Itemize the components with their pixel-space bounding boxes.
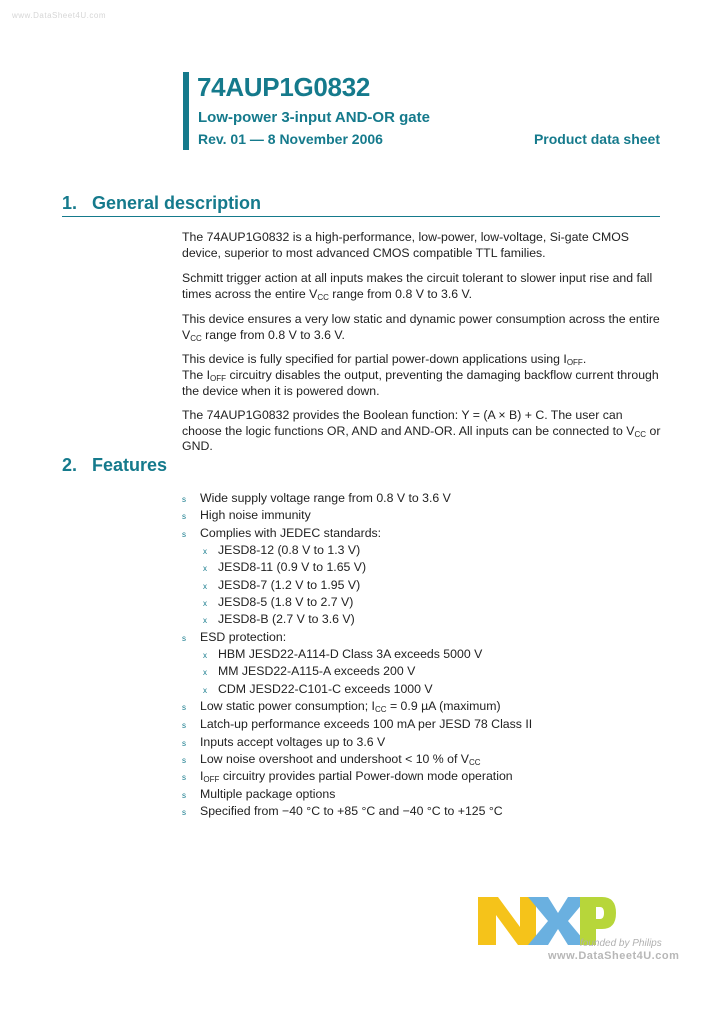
- feature-subitem: x JESD8-12 (0.8 V to 1.3 V): [203, 543, 361, 557]
- revision-line: Rev. 01 — 8 November 2006: [198, 131, 383, 147]
- feature-item: s Low static power consumption; $I_{CC} = 0.9$ µA (maximum): [182, 699, 501, 714]
- bullet-icon: s: [182, 791, 186, 800]
- feature-subitem: x MM JESD22-A115-A exceeds 200 V: [203, 664, 416, 678]
- feature-item: s Specified from −40 °C to +85 °C and −40 °C to +125 °C: [182, 804, 503, 818]
- paragraph: The 74AUP1G0832 is a high-performance, low-power, low-voltage, Si-gate CMOS device, superior to most advanced CMOS compatible TTL families.: [182, 230, 629, 260]
- logo-caption: founded by Philips: [580, 938, 662, 949]
- section-title: General description: [92, 193, 262, 213]
- section-title: Features: [92, 455, 168, 475]
- document-title: 74AUP1G0832: [197, 72, 371, 102]
- bullet-icon: s: [182, 721, 186, 730]
- section-rule: [62, 216, 660, 217]
- feature-subitem: x HBM JESD22-A114-D Class 3A exceeds 5000 V: [203, 647, 483, 661]
- bullet-icon: s: [182, 512, 186, 521]
- feature-subitem: x JESD8-11 (0.9 V to 1.65 V): [203, 560, 367, 574]
- paragraph: The $I_{OFF}$ circuitry disables the output, preventing the damaging backflow current through the device when it is powered down.: [182, 368, 659, 398]
- section-number: 1.: [62, 193, 78, 213]
- bullet-icon: s: [182, 703, 186, 712]
- sub-bullet-icon: x: [203, 616, 207, 625]
- section-features-heading: [62, 455, 167, 476]
- sub-bullet-icon: x: [203, 582, 207, 591]
- feature-item: s ESD protection:: [182, 630, 287, 644]
- sub-bullet-icon: x: [203, 651, 207, 660]
- bullet-icon: s: [182, 634, 186, 643]
- feature-item: s Complies with JEDEC standards:: [182, 526, 382, 540]
- feature-subitem: x JESD8-7 (1.2 V to 1.95 V): [203, 578, 361, 592]
- bullet-icon: s: [182, 756, 186, 765]
- paragraph: This device is fully specified for partial power-down applications using $I_{OFF}$.: [182, 352, 587, 367]
- feature-item: s $I_{OFF}$ circuitry provides partial Power-down mode operation: [182, 769, 513, 784]
- section-general-description-heading: [62, 193, 261, 214]
- feature-item: s Inputs accept voltages up to 3.6 V: [182, 735, 386, 749]
- watermark-url: www.DataSheet4U.com: [548, 950, 680, 962]
- sub-bullet-icon: x: [203, 564, 207, 573]
- bullet-icon: s: [182, 808, 186, 817]
- sub-bullet-icon: x: [203, 668, 207, 677]
- feature-item: s Low noise overshoot and undershoot < 10 % of $V_{CC}$: [182, 752, 481, 767]
- bullet-icon: s: [182, 530, 186, 539]
- sub-bullet-icon: x: [203, 599, 207, 608]
- feature-item: s High noise immunity: [182, 508, 311, 522]
- bullet-icon: s: [182, 739, 186, 748]
- feature-item: s Multiple package options: [182, 787, 336, 801]
- paragraph: This device ensures a very low static and dynamic power consumption across the entire $V_{CC}$ range from 0.8 V to 3.6 V.: [182, 312, 660, 343]
- section-number: 2.: [62, 455, 78, 475]
- feature-subitem: x JESD8-5 (1.8 V to 2.7 V): [203, 595, 354, 609]
- document-subtitle: Low-power 3-input AND-OR gate: [198, 109, 430, 126]
- title-accent-bar: [183, 72, 189, 150]
- sub-bullet-icon: x: [203, 547, 207, 556]
- sub-bullet-icon: x: [203, 686, 207, 695]
- bullet-icon: s: [182, 495, 186, 504]
- watermark-top: www.DataSheet4U.com: [12, 11, 106, 20]
- paragraph: Schmitt trigger action at all inputs makes the circuit tolerant to slower input rise and fall times across the entire $V_{CC}$ range from 0.8 V to 3.6 V.: [182, 271, 653, 302]
- feature-item: s Latch-up performance exceeds 100 mA per JESD 78 Class II: [182, 717, 533, 731]
- bullet-icon: s: [182, 773, 186, 782]
- feature-subitem: x CDM JESD22-C101-C exceeds 1000 V: [203, 682, 433, 696]
- paragraph: The 74AUP1G0832 provides the Boolean function: Y = (A × B) + C. The user can choose the logic functions OR, AND and AND-OR. All inputs can be connected to $V_{CC}$ or GND.: [182, 408, 661, 453]
- feature-subitem: x JESD8-B (2.7 V to 3.6 V): [203, 612, 355, 626]
- feature-item: s Wide supply voltage range from 0.8 V to 3.6 V: [182, 491, 451, 505]
- document-type: Product data sheet: [533, 131, 660, 147]
